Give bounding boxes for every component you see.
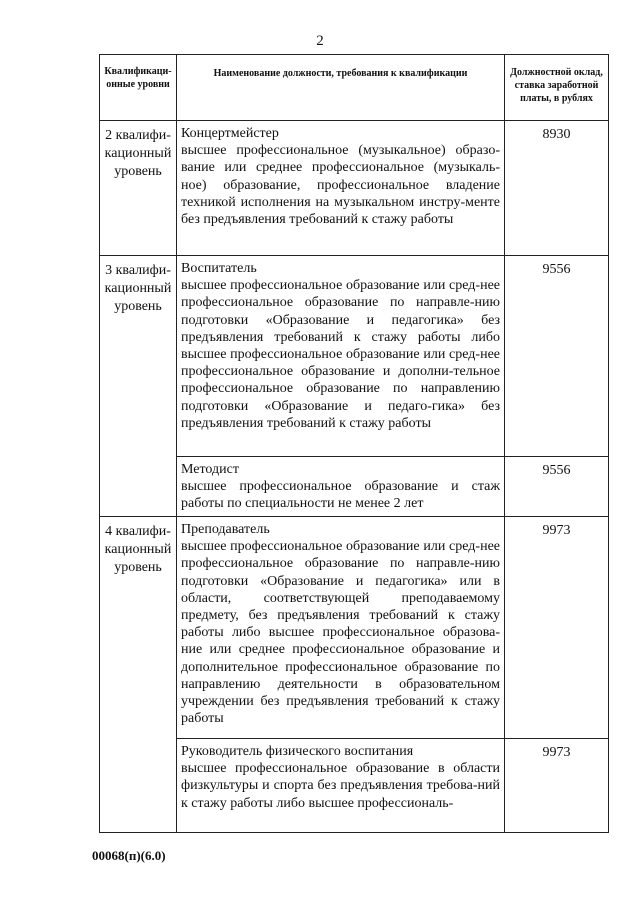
row-salary: 9973 (505, 739, 609, 833)
position-requirements: высшее профессиональное образование в области физкультуры и спорта без предъявления требова-ний к стажу работы либо высшее профессиональ- (181, 761, 500, 811)
row-level: 4 квалифи-кационный уровень (100, 517, 177, 833)
row-salary: 9973 (505, 517, 609, 739)
position-requirements: высшее профессиональное образование или сред-нее профессиональное образование по направле-нию подготовки «Образование и педагогика» или в области, соответствующей преподаваемому предмету, без предъявления требований к стажу работы либо высшее профессиональное образова-ние или среднее профессиональное образование и дополнительное профессиональное образование по направлению деятельности в образовательном учреждении без предъявления требований к стажу работы (181, 539, 500, 727)
row-position-cell (177, 457, 505, 517)
page-number: 2 (316, 33, 324, 49)
row-salary: 9556 (505, 457, 609, 517)
table-header-row (100, 55, 609, 121)
position-requirements: высшее профессиональное образование и стаж работы по специальности не менее 2 лет (181, 479, 500, 512)
row-position-cell (177, 121, 505, 256)
row-position-cell (177, 517, 505, 739)
header-position: Наименование должности, требования к квалификации (177, 55, 505, 121)
qualification-table (99, 54, 609, 833)
position-title: Концертмейстер (181, 126, 279, 141)
position-title: Преподаватель (181, 522, 270, 537)
row-position-cell (177, 739, 505, 833)
position-requirements: высшее профессиональное образование или сред-нее профессиональное образование по направле-нию подготовки «Образование и педагогика» без предъявления требований к стажу работы либо высшее профессиональное образование или сред-нее профессиональное образование и дополни-тельное профессиональное образование по направлению подготовки «Образование и педаго-гика» без предъявления требований к стажу работы (181, 278, 500, 431)
row-salary: 9556 (505, 256, 609, 457)
row-salary: 8930 (505, 121, 609, 256)
document-code: 00068(п)(6.0) (92, 848, 166, 863)
header-level: Квалификаци-онные уровни (100, 55, 177, 121)
table-row (100, 739, 609, 833)
table-row (100, 457, 609, 517)
position-title: Руководитель физического воспитания (181, 744, 414, 759)
table-row (100, 517, 609, 739)
position-title: Воспитатель (181, 261, 257, 276)
row-level: 3 квалифи-кационный уровень (100, 256, 177, 517)
position-requirements: высшее профессиональное (музыкальное) образо-вание или среднее профессиональное (музыкаль-ное) образование, профессиональное владение техникой исполнения на музыкальном инстру-менте без предъявления требований к стажу работы (181, 143, 500, 228)
table-row (100, 121, 609, 256)
row-level: 2 квалифи-кационный уровень (100, 121, 177, 256)
header-salary: Должностной оклад, ставка заработной платы, в рублях (505, 55, 609, 121)
position-title: Методист (181, 462, 239, 477)
table-row (100, 256, 609, 457)
row-position-cell (177, 256, 505, 457)
